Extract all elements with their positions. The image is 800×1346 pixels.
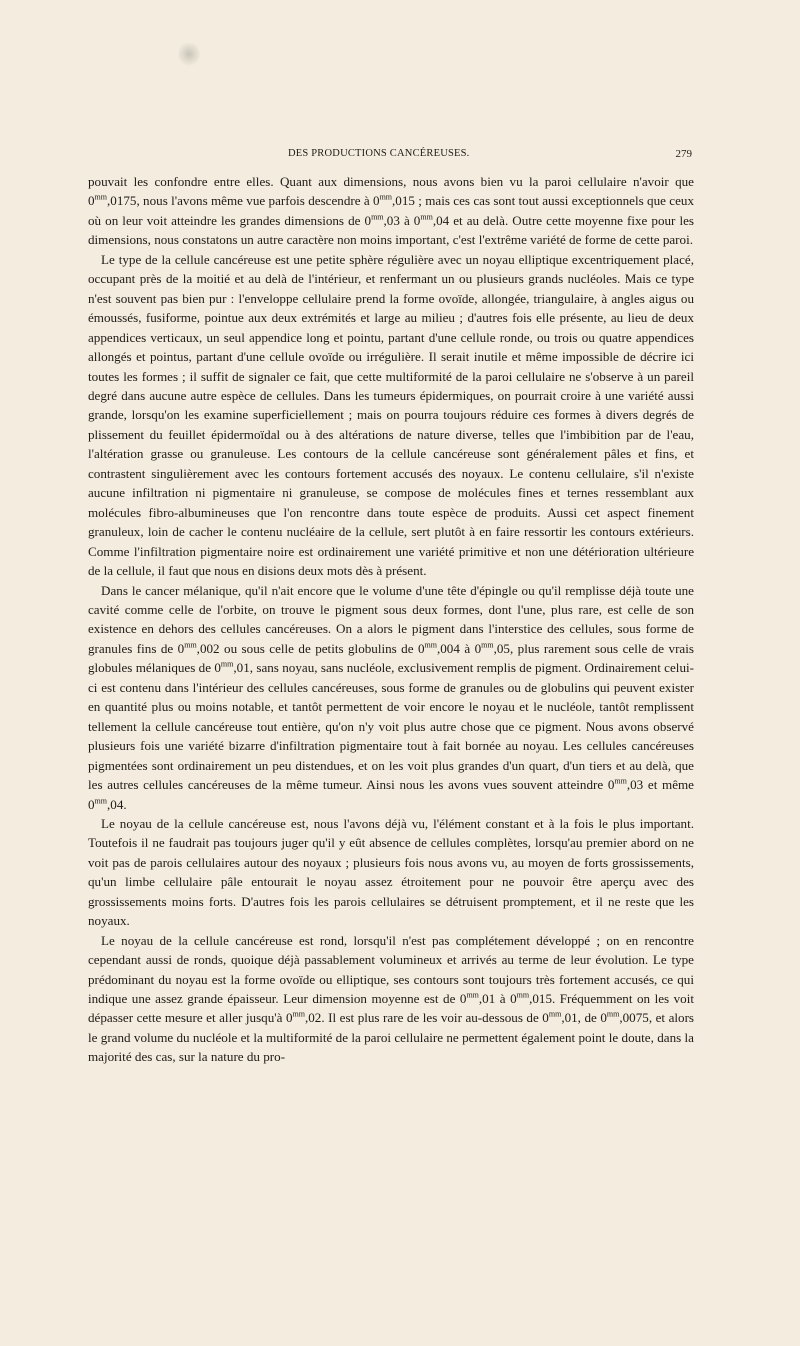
unit-superscript: mm [614, 776, 627, 786]
text-run: ,03 et même 0 [88, 777, 694, 812]
unit-superscript: mm [606, 1010, 620, 1020]
unit-superscript: mm [94, 193, 107, 203]
unit-superscript: mm [424, 640, 437, 650]
unit-superscript: mm [420, 212, 433, 222]
running-title: DES PRODUCTIONS CANCÉREUSES. [288, 148, 470, 159]
text-run: ,015. Fréquemment on les voit dépasser cette mesure et aller jusqu'à 0 [88, 991, 695, 1026]
text-run: ,04. [107, 796, 127, 812]
text-run: ,02. Il est plus rare de les voir au-dessous de 0 [304, 1010, 549, 1026]
text-run: ,0075, et alors le grand volume du nucléole et la multiformité de la paroi cellulaire ne permettent également point le doute, dans la majorité des cas, sur la nature du pro- [88, 1010, 695, 1065]
text-run: ,01, de 0 [561, 1010, 607, 1026]
text-run: ,0175, nous l'avons même vue parfois descendre à 0 [107, 193, 380, 209]
text-run: ,002 ou sous celle de petits globulins de 0 [196, 640, 425, 656]
paper-stain [178, 42, 200, 66]
text-run: ,01, sans noyau, sans nucléole, exclusivement remplis de pigment. Ordinairement celui-ci est contenu dans l'intérieur des cellules cancéreuses, sous forme de granules ou de globulins qui peuvent exister en quantité plus ou moins notable, et tantôt permettent de voir encore le noyau et le nucléole, tantôt remplissent tellement la cellule cancéreuse tout entière, qu'on n'y voit plus autre chose que ce pigment. Nous avons observé plusieurs fois une variété bizarre d'infiltration pigmentaire tout à fait bornée au noyau. Les cellules cancéreuses pigmentées sont ordinairement un peu distendues, et on les voit plus grandes d'un quart, d'un tiers et au delà, que les autres cellules cancéreuses de la même tumeur. Ainsi nous les avons vues souvent atteindre 0 [88, 660, 694, 793]
unit-superscript: mm [371, 212, 384, 222]
paragraph [88, 172, 694, 250]
text-run: ,05, plus rarement sous celle de vrais globules mélaniques de 0 [88, 640, 694, 676]
unit-superscript: mm [220, 659, 234, 669]
unit-superscript: mm [94, 796, 107, 806]
unit-superscript: mm [466, 990, 479, 1000]
text-run: ,015 ; mais ces cas sont tout aussi exceptionnels que ceux où on leur voit atteindre les grandes dimensions de 0 [88, 193, 694, 228]
paragraph [88, 581, 694, 814]
paragraph [88, 814, 694, 931]
text-run: ,03 à 0 [383, 212, 421, 228]
text-run: ,01 à 0 [478, 991, 517, 1007]
unit-superscript: mm [548, 1010, 562, 1020]
paragraph [88, 250, 694, 581]
text-run: Le noyau de la cellule cancéreuse est, nous l'avons déjà vu, l'élément constant et à la fois le plus important. Toutefois il ne faudrait pas toujours juger qu'il y eût absence de cellules complètes, lorsqu'au premier abord on ne voit pas de parois cellulaires autour des noyaux ; plusieurs fois nous avons vu, au moyen de forts grossissements, qu'un limbe cellulaire pâle entourait le noyau assez étroitement pour ne pouvoir être aperçu avec des grossissements moins forts. D'autres fois les parois cellulaires se détruisent promptement, et il ne reste que les noyaux. [88, 815, 694, 929]
text-run: Le type de la cellule cancéreuse est une petite sphère régulière avec un noyau elliptique excentriquement placé, occupant près de la moitié et au delà de l'intérieur, et renfermant un ou plusieurs grands nucléoles. Mais ce type n'est souvent pas bien pur : l'enveloppe cellulaire prend la forme ovoïde, allongée, triangulaire, à angles aigus ou émoussés, fusiforme, pointue aux deux extrémités et large au milieu ; d'autres fois elle présente, au lieu de deux appendices verticaux, un seul appendice long et pointu, partant d'une cellule ronde, ou trois ou quatre appendices allongés et pointus, partant d'une cellule ovoïde ou irrégulière. Il serait inutile et même impossible de décrire ici toutes les formes ; il suffit de signaler ce fait, que cette multiformité de la paroi cellulaire ne s'observe à un pareil degré dans aucune autre espèce de cellules. Dans les tumeurs épidermiques, on pourrait croire à une variété aussi grande, lorsqu'on les examine superficiellement ; mais on pourra toujours réduire ces formes à divers degrés de plissement du feuillet épidermoïdal ou à des altérations de nature diverse, telles que l'imbibition par de l'eau, l'altération grasse ou granuleuse. Les contours de la cellule cancéreuse sont généralement pâles et fins, et contrastent singulièrement avec les contours fortement accusés des noyaux. Le contenu cellulaire, s'il n'existe aucune infiltration ni pigmentaire ni granuleuse, se compose de molécules fines et ternes ressemblant aux molécules fibro-albumineuses que l'on rencontre dans toute espèce de produits. Aussi cet aspect finement granuleux, loin de cacher le contenu nucléaire de la cellule, sert plutôt à en faire ressortir les contours extérieurs. Comme l'infiltration pigmentaire noire est ordinairement une variété primitive et non une détérioration ultérieure de la cellule, il faut que nous en disions deux mots dès à présent. [88, 251, 694, 579]
text-run: Dans le cancer mélanique, qu'il n'ait encore que le volume d'une tête d'épingle ou qu'il remplisse déjà toute une cavité comme celle de l'orbite, on trouve le pigment sous deux formes, dont l'une, plus rare, est celle de son existence en dehors des cellules cancéreuses. On a alors le pigment dans l'interstice des cellules, sous forme de granules fins de 0 [88, 582, 694, 656]
text-run: pouvait les confondre entre elles. Quant aux dimensions, nous avons bien vu la paroi cellulaire n'avoir que 0 [88, 174, 694, 209]
text-run: Le noyau de la cellule cancéreuse est rond, lorsqu'il n'est pas complétement développé ; on en rencontre cependant aussi de ronds, quoique déjà passablement volumineux et arrivés au terme de leur évolution. Le type prédominant du noyau est la forme ovoïde ou elliptique, ses contours sont toujours très fortement accusés, ce qui indique une assez grande épaisseur. Leur dimension moyenne est de 0 [88, 932, 694, 1007]
unit-superscript: mm [516, 990, 530, 1000]
text-run: ,04 et au delà. Outre cette moyenne fixe pour les dimensions, nous constatons un autre caractère non moins important, c'est l'extrême variété de forme de cette paroi. [88, 212, 695, 248]
unit-superscript: mm [184, 640, 197, 650]
unit-superscript: mm [481, 640, 494, 650]
body-text [88, 172, 694, 1067]
page-header [88, 148, 694, 166]
text-run: ,004 à 0 [436, 640, 482, 656]
unit-superscript: mm [292, 1010, 305, 1020]
paragraph [88, 931, 694, 1067]
book-page [88, 148, 694, 1067]
page-number: 279 [675, 148, 692, 160]
unit-superscript: mm [379, 193, 393, 203]
